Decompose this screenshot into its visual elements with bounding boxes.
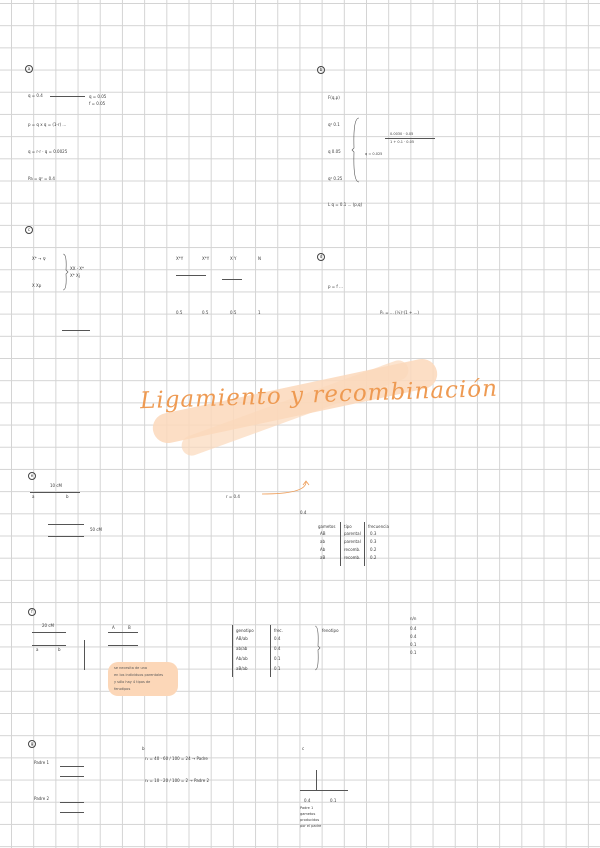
- section-number: b: [317, 66, 325, 74]
- equation: r₁ = 40 · 60 / 100 = 24 → Padre: [145, 756, 208, 761]
- label: 0.4: [304, 798, 311, 803]
- value: 0.5: [230, 310, 237, 315]
- table-head: X*Y: [176, 256, 184, 261]
- section-label: b: [142, 746, 145, 751]
- chromosome-line: [108, 645, 138, 646]
- eq-line: q 0.05: [328, 149, 341, 154]
- eq-line: q = 0.05: [89, 94, 107, 99]
- brace: [62, 254, 68, 290]
- table-cell: 0.4: [274, 636, 281, 641]
- label: 0.1: [330, 798, 337, 803]
- arrow-line: [222, 279, 242, 280]
- eq-line: p = f ...: [328, 284, 343, 289]
- section-number: d: [317, 253, 325, 261]
- label: Padre 2: [34, 796, 50, 801]
- table-head: fenotipo: [322, 628, 339, 633]
- label: 10 cM: [50, 483, 63, 488]
- table-cell: 0.1: [274, 666, 281, 671]
- list-item: 0.4: [410, 626, 417, 631]
- note-line: y sólo hay 4 tipos de: [114, 680, 151, 684]
- label: Padre 1: [300, 806, 314, 810]
- arrow-line: [50, 96, 85, 97]
- section-number: c: [25, 226, 33, 234]
- chromosome-line: [48, 536, 84, 537]
- value: 0.5: [176, 310, 183, 315]
- note-line: fenotipos: [114, 687, 131, 691]
- chromosome-line: [32, 645, 66, 646]
- label: B: [128, 625, 131, 630]
- eq-line: p = q x q = (1-r) ...: [28, 122, 67, 127]
- fraction-line: [62, 330, 90, 331]
- label: b: [58, 647, 61, 652]
- table-cell: parental: [344, 539, 361, 544]
- eq-line: Pₙ = ... (½)ⁿ(1 + ...): [380, 310, 419, 315]
- arrow-line: [176, 275, 206, 276]
- label: gametos: [300, 812, 316, 816]
- brace: [352, 118, 360, 182]
- table-head: gametos: [318, 524, 336, 529]
- eq-line: XX · X*: [70, 266, 85, 271]
- table-cell: AB: [320, 531, 326, 536]
- table-head: frec.: [274, 628, 283, 633]
- value: 0.5: [202, 310, 209, 315]
- arrow-icon: [262, 480, 312, 496]
- table-cell: recomb.: [344, 555, 361, 560]
- chromosome-line: [60, 812, 84, 813]
- list-item: 0.1: [410, 642, 417, 647]
- chromosome-line: [60, 766, 84, 767]
- table-cell: aB: [320, 555, 326, 560]
- chromosome-line: [300, 790, 348, 791]
- chromosome-line: [48, 524, 84, 525]
- table-head: genotipo: [236, 628, 254, 633]
- table-cell: Ab/ab: [236, 656, 248, 661]
- chromosome-line: [108, 632, 138, 633]
- chromosome-line: [60, 802, 84, 803]
- label: b: [66, 494, 69, 499]
- chromosome-line: [30, 492, 80, 493]
- list-item: n/n: [410, 616, 417, 621]
- note-line: se necesita de una: [114, 666, 148, 670]
- fraction-line: [385, 138, 435, 139]
- chromosome-line: [32, 632, 66, 633]
- eq-line: 0.0030 · 0.05: [390, 132, 414, 136]
- section-number: a: [25, 65, 33, 73]
- equation: r₂ = 10 · 20 / 100 = 2 → Padre 2: [145, 778, 210, 783]
- table-head: X*Y: [202, 256, 210, 261]
- label: a: [36, 647, 39, 652]
- list-item: 0.4: [410, 634, 417, 639]
- table-cell: 0.3: [370, 539, 377, 544]
- table-cell: ab: [320, 539, 325, 544]
- table-cell: 0.1: [274, 656, 281, 661]
- table-divider: [270, 625, 271, 677]
- label: Padre 1: [34, 760, 50, 765]
- table-cell: recomb.: [344, 547, 361, 552]
- list-item: 0.1: [410, 650, 417, 655]
- table-head: X Y: [230, 256, 237, 261]
- table-cell: Ab: [320, 547, 326, 552]
- table-head: N: [258, 256, 261, 261]
- table-head: frecuencia: [368, 524, 389, 529]
- table-cell: parental: [344, 531, 361, 536]
- eq-line: q² 0.25: [328, 176, 343, 181]
- table-cell: aB/ab: [236, 666, 248, 671]
- section-number: g: [28, 740, 36, 748]
- eq-line: Pa = q² = 0.4: [28, 176, 55, 181]
- section-number: e: [28, 472, 36, 480]
- eq-line: L q = 0.1 ... (p,q): [328, 202, 363, 207]
- table-cell: 0.3: [370, 531, 377, 536]
- note-line: en los individuos parentales: [114, 673, 164, 677]
- section-number: f: [28, 608, 36, 616]
- table-cell: 0.4: [274, 646, 281, 651]
- table-head: tipo: [344, 524, 352, 529]
- arrow-line: [84, 640, 85, 670]
- label: 20 cM: [42, 623, 55, 628]
- eq-line: F(q,p): [328, 95, 340, 100]
- label: 50 cM: [90, 527, 103, 532]
- table-cell: ab/ab: [236, 646, 248, 651]
- label: a: [32, 494, 35, 499]
- brace: [314, 626, 320, 670]
- table-cell: 0.2: [370, 547, 377, 552]
- eq-line: f = 0.05: [89, 101, 106, 106]
- table-divider: [232, 625, 233, 677]
- label: por el padre: [300, 824, 322, 828]
- eq-line: X* → ♀: [32, 256, 46, 261]
- eq-line: q = r·r · q = 0.0025: [28, 149, 68, 154]
- eq-line: X Xp: [32, 283, 42, 288]
- table-cell: 0.2: [370, 555, 377, 560]
- table-divider: [340, 522, 341, 566]
- label: A: [112, 625, 115, 630]
- label: producidos: [300, 818, 320, 822]
- table-divider: [364, 522, 365, 566]
- eq-line: q = 0.4: [28, 93, 43, 98]
- highlight-note: [108, 662, 178, 696]
- eq-line: 1 + 0.1 · 0.05: [390, 140, 415, 144]
- label: r = 0.4: [226, 494, 240, 499]
- label: 0.4: [300, 510, 307, 515]
- eq-line: q = 0.025: [365, 152, 383, 156]
- table-cell: AB/ab: [236, 636, 248, 641]
- value: 1: [258, 310, 261, 315]
- section-label: c: [302, 746, 305, 751]
- page-title: Ligamiento y recombinación: [139, 375, 499, 415]
- eq-line: q² 0.1: [328, 122, 340, 127]
- chart-axis: [316, 770, 317, 790]
- chromosome-line: [60, 776, 84, 777]
- eq-line: X* Xj: [70, 273, 80, 278]
